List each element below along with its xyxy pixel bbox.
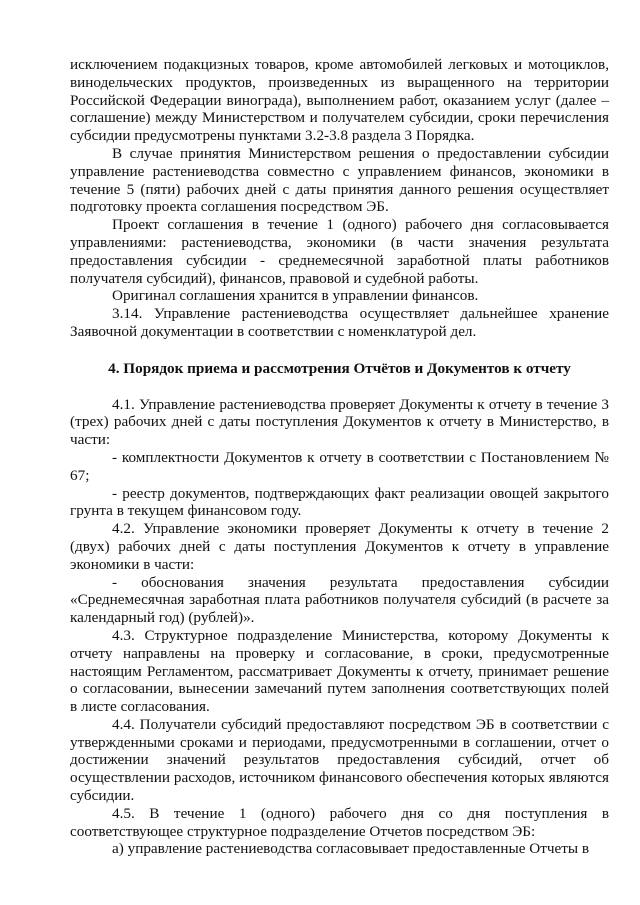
paragraph-agreement-draft: Проект соглашения в течение 1 (одного) рабочего дня согласовывается управлениями: растениеводства, экономики (в части значения результата предоставления субсидии - среднемесячной заработной платы работников получателя субсидий), финансов, правовой и судебной работы.	[70, 216, 609, 287]
paragraph-4-3: 4.3. Структурное подразделение Министерства, которому Документы к отчету направлены на проверку и согласование, в сроки, предусмотренные настоящим Регламентом, рассматривает Документы к отчету, принимает решение о согласовании, вынесении замечаний путем заполнения соответствующих полей в листе согласования.	[70, 626, 609, 716]
paragraph-ministry-decision: В случае принятия Министерством решения о предоставлении субсидии управление растениеводства совместно с управлением финансов, экономики в течение 5 (пяти) рабочих дней с даты принятия данного решения осуществляет подготовку проекта соглашения посредством ЭБ.	[70, 144, 609, 216]
list-item-registry: - реестр документов, подтверждающих факт реализации овощей закрытого грунта в текущем финансовом году.	[70, 484, 609, 520]
paragraph-4-5-a: а) управление растениеводства согласовывает предоставленные Отчеты в	[112, 840, 590, 858]
paragraph-4-1: 4.1. Управление растениеводства проверяет Документы к отчету в течение 3 (трех) рабочих дней с даты поступления Документов к отчету в Министерство, в части:	[70, 395, 609, 449]
paragraph-4-5: 4.5. В течение 1 (одного) рабочего дня со дня поступления в соответствующее структурное подразделение Отчетов посредством ЭБ:	[70, 804, 609, 840]
list-item-justification: - обоснования значения результата предоставления субсидии «Среднемесячная заработная плата работников получателя субсидий (в расчете за календарный год) (рублей)».	[70, 573, 609, 627]
paragraph-4-2: 4.2. Управление экономики проверяет Документы к отчету в течение 2 (двух) рабочих дней с даты поступления Документов к отчету в управление экономики в части:	[70, 520, 609, 573]
document-page	[70, 56, 609, 858]
paragraph-3-14: 3.14. Управление растениеводства осуществляет дальнейшее хранение Заявочной документации в соответствии с номенклатурой дел.	[70, 305, 609, 340]
paragraph-continuation: исключением подакцизных товаров, кроме автомобилей легковых и мотоциклов, винодельческих продуктов, произведенных из выращенного на территории Российской Федерации винограда), выполнением работ, оказанием услуг (далее – соглашение) между Министерством и получателем субсидии, сроки перечисления субсидии предусмотрены пунктами 3.2-3.8 раздела 3 Порядка.	[70, 56, 609, 145]
section-heading: 4. Порядок приема и рассмотрения Отчётов и Документов к отчету	[108, 359, 571, 377]
paragraph-4-4: 4.4. Получатели субсидий предоставляют посредством ЭБ в соответствии с утвержденными сроками и периодами, предусмотренными в соглашении, отчет о достижении значений результатов предоставления субсидий, отчет об осуществлении расходов, источником финансового обеспечения которых являются субсидии.	[70, 715, 609, 805]
paragraph-agreement-original: Оригинал соглашения хранится в управлении финансов.	[112, 287, 479, 305]
list-item-completeness: - комплектности Документов к отчету в соответствии с Постановлением № 67;	[70, 448, 609, 484]
